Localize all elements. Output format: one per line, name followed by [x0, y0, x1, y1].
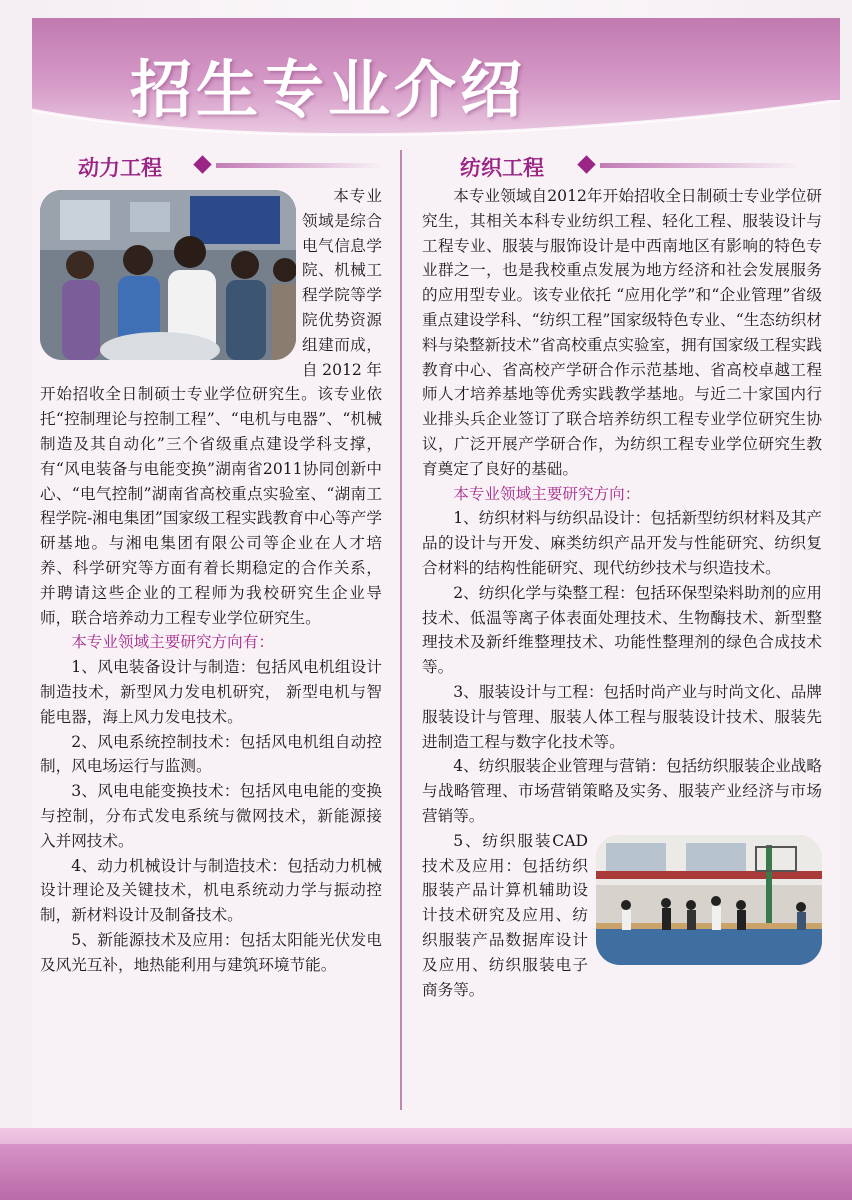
page-title: 招生专业介绍 [130, 53, 527, 126]
textile-engineering-body [422, 184, 822, 1002]
direction-item: 1、风电装备设计与制造：包括风电机组设计制造技术，新型风力发电机研究， 新型电机与智能电器，海上风力发电技术。 [40, 658, 382, 726]
left-column [40, 150, 382, 978]
section-title: 纺织工程 [460, 156, 544, 180]
direction-item: 3、服装设计与工程：包括时尚产业与时尚文化、品牌服装设计与管理、服装人体工程与服装设计技术、服装先进制造工程与数字化技术等。 [422, 682, 822, 751]
direction-item: 5、新能源技术及应用：包括太阳能光伏发电及风光互补，地热能利用与建筑环境节能。 [40, 930, 382, 974]
direction-item-text: 5、纺织服装CAD技术及应用：包括纺织服装产品计算机辅助设计技术研究及应用、纺织服装产品数据库设计及应用、纺织服装电子商务等。 [422, 831, 588, 999]
research-directions-title: 本专业领域主要研究方向有： [71, 633, 274, 652]
direction-item: 4、动力机械设计与制造技术：包括动力机械设计理论及关键技术，机电系统动力学与振动控制，新材料设计及制备技术。 [40, 856, 382, 925]
right-column [422, 150, 822, 1002]
diamond-icon [193, 155, 211, 173]
column-divider [400, 150, 402, 1110]
section-heading-textile-engineering [422, 150, 822, 184]
intro-paragraph [40, 184, 382, 630]
diamond-icon [577, 155, 595, 173]
students-lab-photo [40, 190, 296, 360]
heading-underline [216, 163, 382, 168]
intro-paragraph: 本专业领域自2012年开始招收全日制硕士专业学位研究生，其相关本科专业纺织工程、轻化工程、服装设计与工程专业、服装与服饰设计是中西南地区有影响的特色专业群之一，也是我校重点发展为地方经济和社会发展服务的应用型专业。该专业依托 “应用化学”和“企业管理”省级重点建设学科、“纺织工程”国家级特色专业、“生态纺织材料与染整新技术”省高校重点实验室，拥有国家级工程实践教育中心、省高校产学研合作示范基地、省高校卓越工程师人才培养基地等优秀实践教学基地。与近二十家国内行业排头兵企业签订了联合培养纺织工程专业学位研究生协议，广泛开展产学研合作，为纺织工程专业学位研究生教育奠定了良好的基础。 [422, 187, 822, 478]
section-heading-power-engineering [40, 150, 382, 184]
direction-item: 2、风电系统控制技术：包括风电机组自动控制，风电场运行与监测。 [40, 732, 382, 776]
direction-item-with-photo [422, 829, 822, 1003]
basketball-game-photo [596, 835, 822, 965]
direction-item: 4、纺织服装企业管理与营销：包括纺织服装企业战略与战略管理、市场营销策略及实务、服装产业经济与市场营销等。 [422, 757, 822, 825]
direction-item: 3、风电电能变换技术：包括风电电能的变换与控制，分布式发电系统与微网技术，新能源接入并网技术。 [40, 782, 382, 850]
section-title: 动力工程 [78, 156, 162, 180]
power-engineering-body [40, 184, 382, 978]
heading-underline [600, 163, 800, 168]
direction-item: 1、纺织材料与纺织品设计：包括新型纺织材料及其产品的设计与开发、麻类纺织产品开发与性能研究、纺织复合材料的结构性能研究、现代纺纱技术与织造技术。 [422, 509, 822, 577]
intro-text: 本专业领域是综合电气信息学院、机械工程学院等学院优势资源组建而成，自2012年开始招收全日制硕士专业学位研究生。该专业依托“控制理论与控制工程”、“电机与电器”、“机械制造及其自动化”三个省级重点建设学科支撑，有“风电装备与电能变换”湖南省2011协同创新中心、“电气控制”湖南省高校重点实验室、“湖南工程学院-湘电集团”国家级工程实践教育中心等产学研基地。与湘电集团有限公司等企业在人才培养、科学研究等方面有着长期稳定的合作关系，并聘请这些企业的工程师为我校研究生企业导师，联合培养动力工程专业学位研究生。 [40, 187, 382, 627]
research-directions-title: 本专业领域主要研究方向： [453, 484, 641, 503]
direction-item: 2、纺织化学与染整工程：包括环保型染料助剂的应用技术、低温等离子体表面处理技术、生物酶技术、新型整理技术及新纤维整理技术、功能性整理剂的绿色合成技术等。 [422, 583, 822, 677]
footer-band-lower [0, 1144, 852, 1200]
